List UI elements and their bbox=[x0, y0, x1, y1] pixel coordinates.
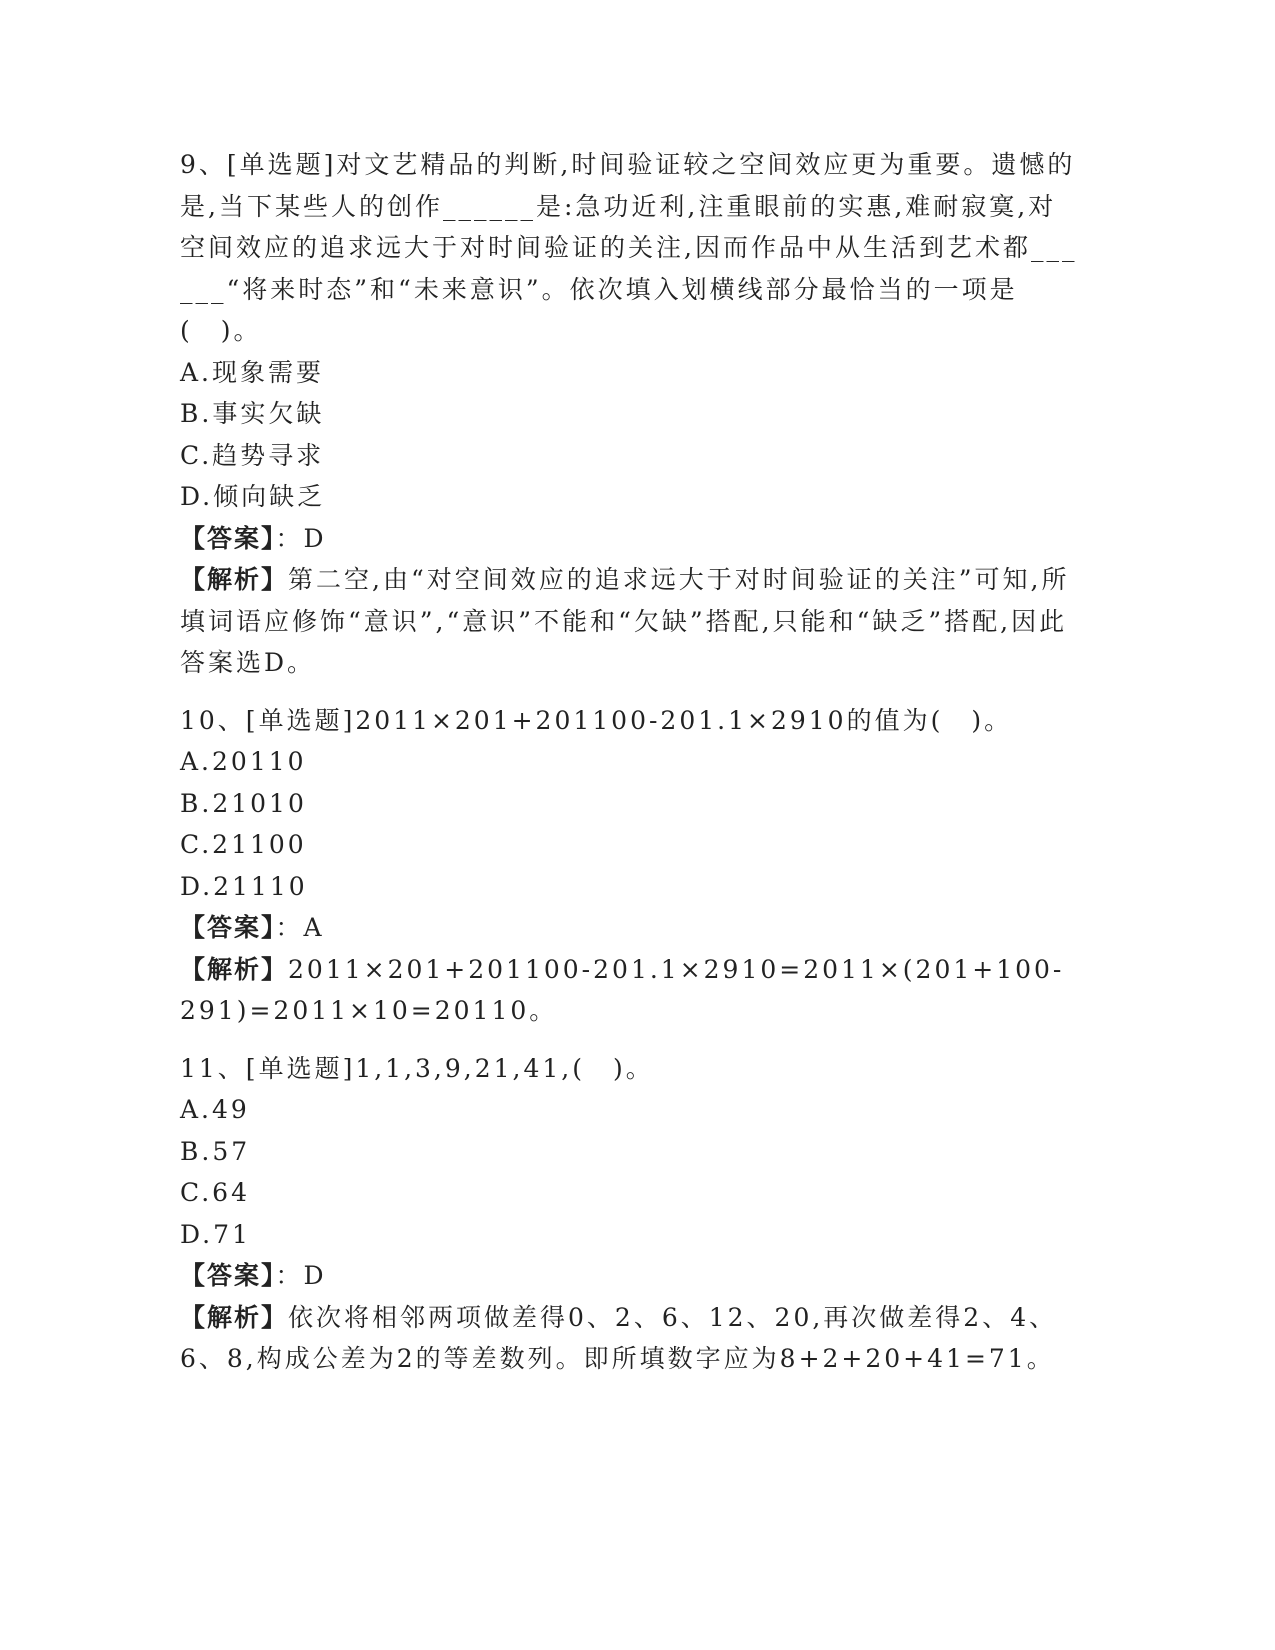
explanation-text: 2011×201+201100-201.1×2910=2011×(201+100-291)=2011×10=20110。 bbox=[180, 954, 1065, 1025]
option-b: B.57 bbox=[180, 1136, 251, 1166]
question-stem: 11、[单选题]1,1,3,9,21,41,( )。 bbox=[180, 1053, 654, 1083]
answer-line bbox=[180, 907, 1080, 949]
question-stem: 10、[单选题]2011×201+201100-201.1×2910的值为( )。 bbox=[180, 705, 1013, 735]
option-a: A.20110 bbox=[180, 747, 307, 776]
document-page bbox=[180, 144, 1080, 1396]
option-b: B.21010 bbox=[180, 788, 307, 818]
question-9 bbox=[180, 144, 1080, 684]
option-a: A.现象需要 bbox=[180, 357, 325, 387]
option-d: D.21110 bbox=[180, 871, 308, 901]
explanation-text: 第二空,由“对空间效应的追求远大于对时间验证的关注”可知,所填词语应修饰“意识”,“意识”不能和“欠缺”搭配,只能和“缺乏”搭配,因此答案选D。 bbox=[180, 565, 1070, 677]
option-b: B.事实欠缺 bbox=[180, 399, 325, 428]
answer-value: ：D bbox=[275, 523, 327, 553]
answer-line bbox=[180, 1255, 1080, 1297]
option-d: D.倾向缺乏 bbox=[180, 482, 326, 511]
explanation-text: 依次将相邻两项做差得0、2、6、12、20,再次做差得2、4、6、8,构成公差为2的等差数列。即所填数字应为8+2+20+41=71。 bbox=[180, 1302, 1058, 1373]
question-11 bbox=[180, 1048, 1080, 1380]
question-10 bbox=[180, 700, 1080, 1032]
explanation bbox=[180, 949, 1080, 1032]
option-c: C.21100 bbox=[180, 830, 307, 859]
answer-tag: 【答案】 bbox=[180, 913, 276, 942]
explanation-tag: 【解析】 bbox=[180, 954, 289, 984]
answer-line bbox=[180, 518, 1080, 560]
option-a: A.49 bbox=[180, 1095, 250, 1124]
question-stem: 9、[单选题]对文艺精品的判断,时间验证较之空间效应更为重要。遗憾的是,当下某些人的创作______是:急功近利,注重眼前的实惠,难耐寂寞,对空间效应的追求远大于对时间验证的关注,因而作品中从生活到艺术都______“将来时态”和“未来意识”。依次填入划横线部分最恰当的一项是( )。 bbox=[180, 150, 1078, 345]
answer-value: ：D bbox=[275, 1261, 327, 1290]
option-d: D.71 bbox=[180, 1219, 251, 1249]
answer-tag: 【答案】 bbox=[180, 1261, 276, 1290]
explanation bbox=[180, 559, 1080, 684]
option-c: C.64 bbox=[180, 1178, 250, 1207]
explanation-tag: 【解析】 bbox=[180, 1302, 289, 1332]
answer-value: ：A bbox=[275, 913, 325, 942]
option-c: C.趋势寻求 bbox=[180, 440, 325, 470]
answer-tag: 【答案】 bbox=[180, 523, 276, 553]
explanation-tag: 【解析】 bbox=[180, 565, 289, 594]
explanation bbox=[180, 1297, 1080, 1380]
